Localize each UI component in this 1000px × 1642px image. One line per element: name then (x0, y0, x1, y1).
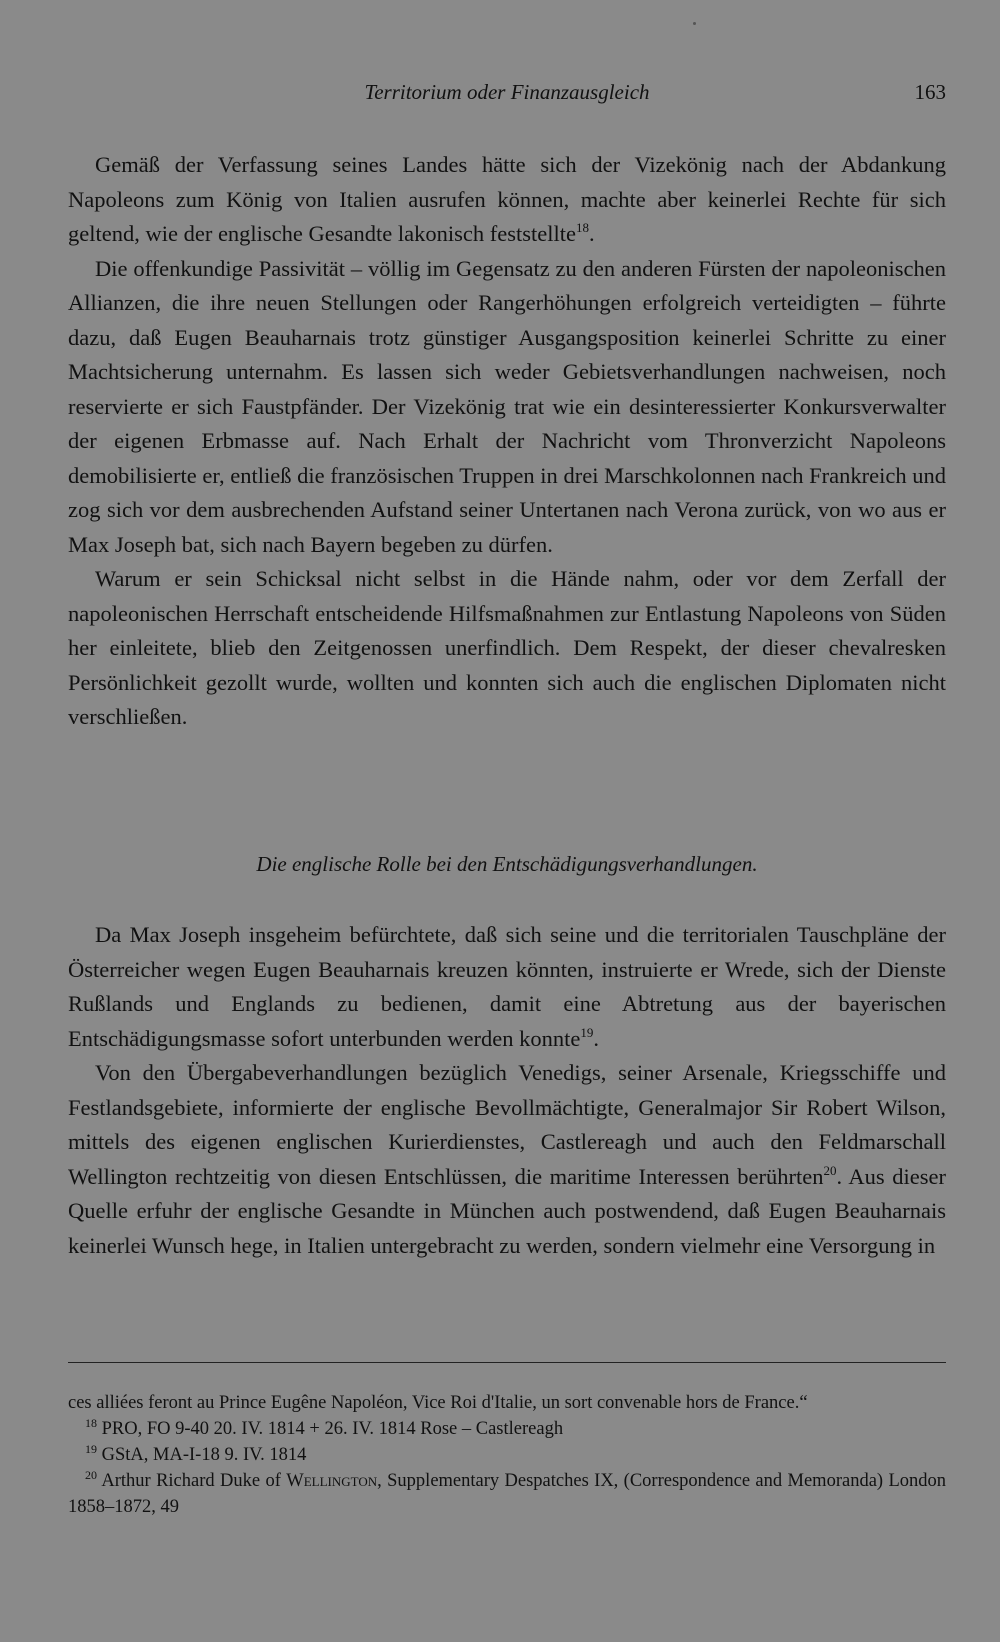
body-text-section-1 (68, 148, 946, 735)
footnote (68, 1416, 946, 1442)
paragraph-end: . (588, 221, 595, 246)
footnote-divider (68, 1362, 946, 1363)
footnote-ref: 20 (823, 1162, 837, 1178)
body-text-section-2 (68, 918, 946, 1263)
paragraph (68, 148, 946, 252)
footnote-ref: 19 (580, 1024, 594, 1040)
page-number: 163 (914, 80, 946, 104)
footnote-author-name: Wellington (286, 1471, 378, 1491)
footnote-number: 19 (85, 1442, 97, 1456)
paragraph-text: Gemäß der Verfassung seines Landes hätte sich der Vizekönig nach der Abdankung Napoleons zum König von Italien ausrufen können, machte aber keinerlei Rechte für sich geltend, wie der englische Gesandte lakonisch feststellte (68, 152, 946, 246)
footnote-text: PRO, FO 9-40 20. IV. 1814 + 26. IV. 1814 Rose – Castlereagh (101, 1419, 564, 1439)
paragraph-text: Von den Übergabeverhandlungen bezüglich Venedigs, seiner Arsenale, Kriegsschiffe und Festlandsgebiete, informierte der englische Bevollmächtigte, Generalmajor Sir Robert Wilson, mittels des eigenen englischen Kurierdienstes, Castlereagh und auch den Feldmarschall Wellington rechtzeitig von diesen Entschlüssen, die maritime Interessen berührten (68, 1060, 946, 1189)
paragraph-text: Da Max Joseph insgeheim befürchtete, daß sich seine und die territorialen Tauschpläne der Österreicher wegen Eugen Beauharnais kreuzen könnten, instruierte er Wrede, sich der Dienste Rußlands und Englands zu bedienen, damit eine Abtretung aus der bayerischen Entschädigungsmasse sofort unterbunden werden konnte (68, 922, 946, 1051)
paragraph-text-continued: . Aus dieser Quelle erfuhr der englische Gesandte in München auch postwendend, daß Eugen Beauharnais keinerlei Wunsch hege, in Italien untergebracht zu werden, sondern vielmehr eine Versorgung in (68, 1163, 946, 1258)
footnote-continuation: ces alliées feront au Prince Eugêne Napoléon, Vice Roi d'Italie, un sort convenable hors de France.“ (68, 1393, 808, 1413)
footnote-text-continued: , Supplementary Despatches IX, (Correspondence and Memoranda) London 1858–1872, 49 (68, 1471, 946, 1517)
footnote-text: GStA, MA-I-18 9. IV. 1814 (101, 1445, 307, 1465)
footnote (68, 1442, 946, 1468)
footnote-number: 18 (85, 1416, 97, 1430)
paragraph: Warum er sein Schicksal nicht selbst in die Hände nahm, oder vor dem Zerfall der napoleonischen Herrschaft entscheidende Hilfsmaßnahmen zur Entlastung Napoleons von Süden her einleitete, blieb den Zeitgenossen unerfindlich. Dem Respekt, der dieser chevalresken Persönlichkeit gezollt wurde, wollten und konnten sich auch die englischen Diplomaten nicht verschließen. (68, 566, 946, 729)
footnote-number: 20 (85, 1468, 97, 1482)
running-head (68, 80, 946, 112)
paragraph (68, 918, 946, 1056)
scan-speck (693, 22, 696, 25)
footnotes (68, 1390, 946, 1520)
section-heading: Die englische Rolle bei den Entschädigungsverhandlungen. (256, 852, 758, 876)
paragraph: Die offenkundige Passivität – völlig im Gegensatz zu den anderen Fürsten der napoleonischen Allianzen, die ihre neuen Stellungen oder Rangerhöhungen erfolgreich verteidigten – führte dazu, daß Eugen Beauharnais trotz günstiger Ausgangsposition keinerlei Schritte zu einer Machtsicherung unternahm. Es lassen sich weder Gebietsverhandlungen nachweisen, noch reservierte er sich Faustpfänder. Der Vizekönig trat wie ein desinteressierter Konkursverwalter der eigenen Erbmasse auf. Nach Erhalt der Nachricht vom Thronverzicht Napoleons demobilisierte er, entließ die französischen Truppen in drei Marschkolonnen nach Frankreich und zog sich vor dem ausbrechenden Aufstand seiner Untertanen nach Verona zurück, von wo aus er Max Joseph bat, sich nach Bayern begeben zu dürfen. (68, 255, 946, 557)
footnote-text: Arthur Richard Duke of (101, 1471, 287, 1491)
paragraph (68, 1056, 946, 1263)
running-title: Territorium oder Finanzausgleich (364, 80, 650, 104)
footnote (68, 1468, 946, 1520)
footnote-ref: 18 (575, 220, 589, 235)
paragraph-end: . (593, 1025, 600, 1051)
